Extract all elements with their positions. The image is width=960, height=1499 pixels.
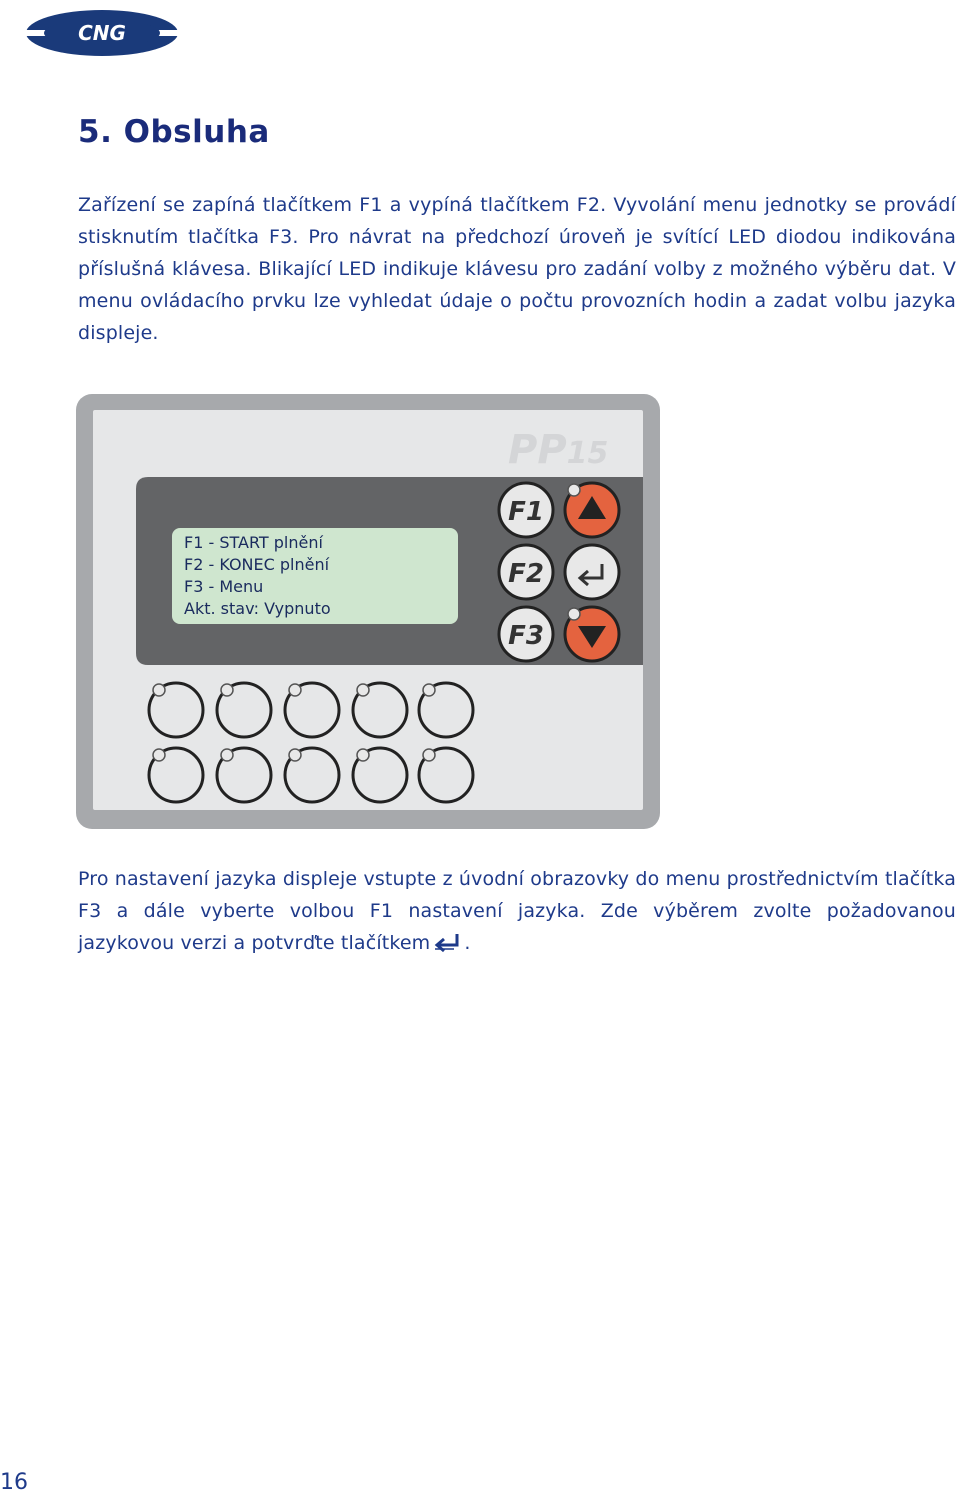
keypad-key[interactable] [353, 683, 407, 737]
cng-logo [24, 8, 180, 58]
lcd-line: F2 - KONEC plnění [184, 555, 330, 574]
f1-key[interactable] [499, 483, 553, 537]
keypad-key[interactable] [285, 683, 339, 737]
keypad-key[interactable] [419, 748, 473, 802]
lcd-line: F3 - Menu [184, 577, 264, 596]
keypad-key[interactable] [149, 748, 203, 802]
led-down [568, 608, 580, 620]
keypad-key[interactable] [419, 683, 473, 737]
enter-key[interactable] [565, 545, 619, 599]
intro-paragraph: Zařízení se zapíná tlačítkem F1 a vypíná tlačítkem F2. Vyvolání menu jednotky se provádí stisknutím tlačítka F3. Pro návrat na předchozí úroveň je svítící LED diodou indikována příslušná klávesa. Blikající LED indikuje klávesu pro zadání volby z možného výběru dat. V menu ovládacího prvku lze vyhledat údaje o počtu provozních hodin a zadat volbu jazyka displeje. [78, 194, 956, 344]
section-title: 5. Obsluha [78, 114, 270, 150]
f3-key[interactable] [499, 607, 553, 661]
led-up [568, 484, 580, 496]
model-label: PP15 [508, 427, 609, 473]
lcd-line: F1 - START plnění [184, 533, 323, 552]
keypad-key[interactable] [149, 683, 203, 737]
keypad-key[interactable] [285, 748, 339, 802]
keypad-key[interactable] [217, 683, 271, 737]
f1-key-label: F1 [508, 497, 544, 527]
logo-text: CNG [78, 21, 126, 45]
f2-key-label: F2 [508, 559, 544, 589]
keypad-key[interactable] [353, 748, 407, 802]
keypad-key[interactable] [217, 748, 271, 802]
f3-key-label: F3 [508, 621, 544, 651]
lcd-display [172, 528, 458, 624]
enter-icon [432, 931, 462, 953]
lcd-line: Akt. stav: Vypnuto [184, 599, 331, 618]
language-paragraph [78, 863, 956, 959]
language-paragraph-end: . [464, 932, 471, 954]
f2-key[interactable] [499, 545, 553, 599]
page-number: 16 [0, 1470, 28, 1495]
language-paragraph-text: Pro nastavení jazyka displeje vstupte z úvodní obrazovky do menu prostřednictvím tlačítka F3 a dále vyberte volbou F1 nastavení jazyka. Zde výběrem zvolte požadovanou jazykovou verzi a potvrďte tlačítkem [78, 868, 956, 954]
